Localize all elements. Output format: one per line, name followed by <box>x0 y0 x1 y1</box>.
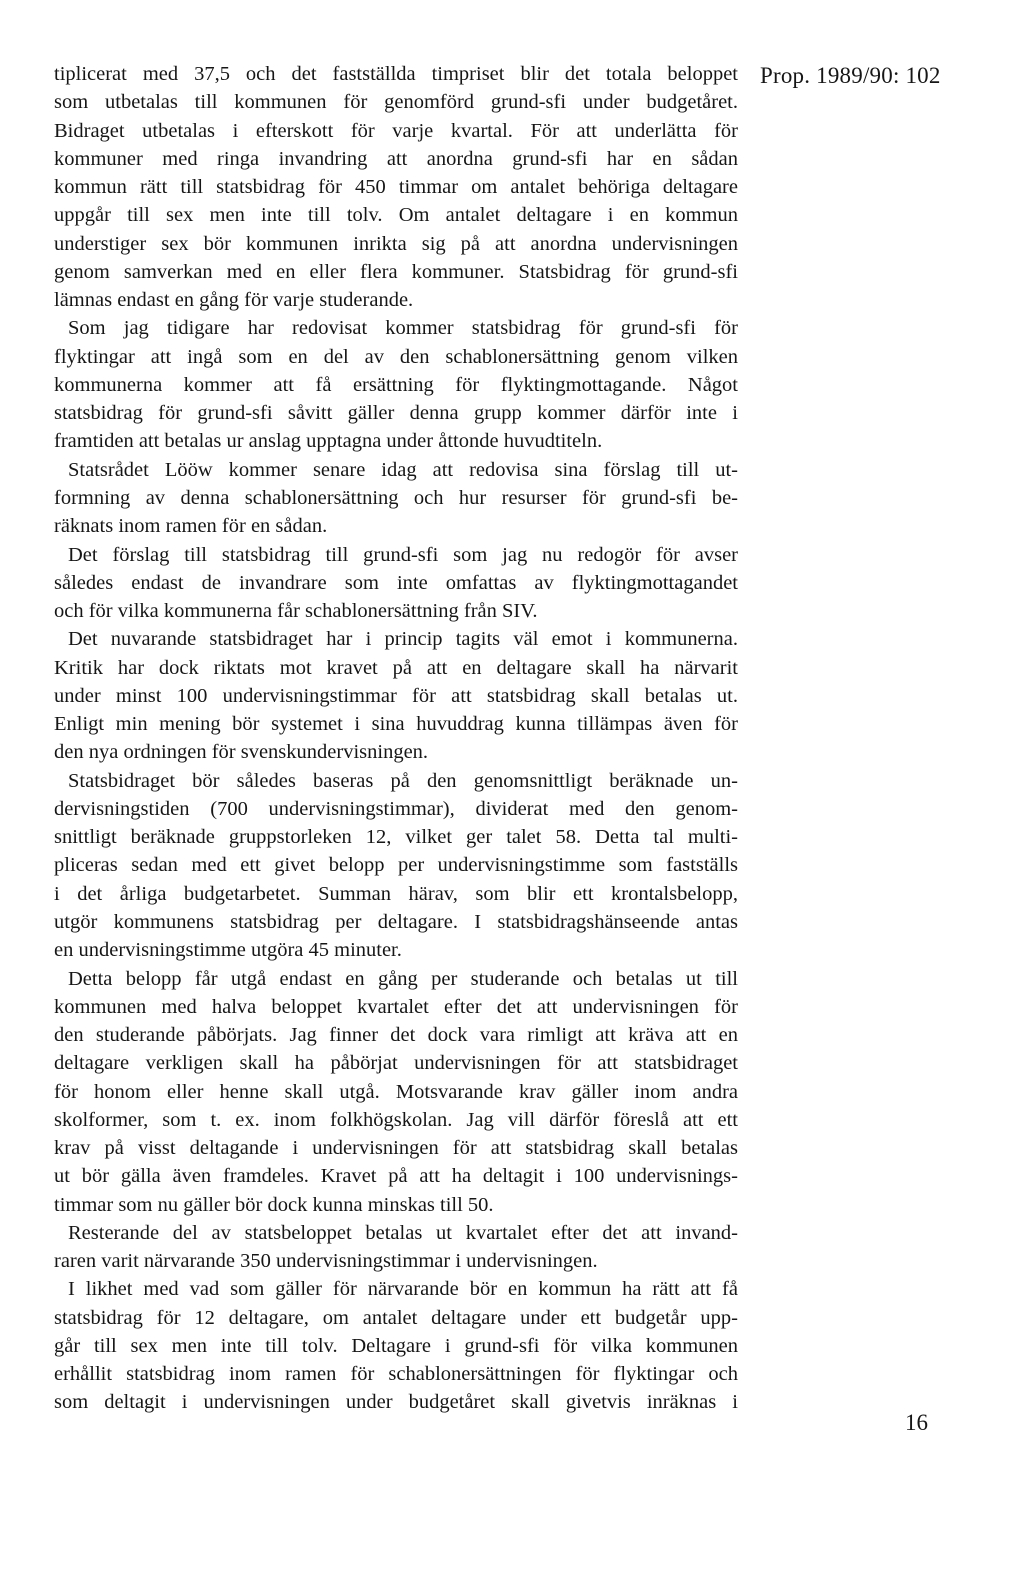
text-line: Det nuvarande statsbidraget har i princip tagits väl emot i kommunerna. <box>68 628 738 651</box>
text-line: Kritik har dock riktats mot kravet på att en deltagare skall ha närvarit <box>54 656 738 679</box>
document-body <box>54 60 738 1417</box>
text-line: flyktingar att ingå som en del av den schablonersättning genom vilken <box>54 345 738 368</box>
text-line: raren varit närvarande 350 undervisningstimmar i undervisningen. <box>54 1250 598 1273</box>
text-line: den nya ordningen för svenskundervisningen. <box>54 741 429 764</box>
paragraph <box>54 1275 738 1416</box>
text-line: Statsrådet Lööw kommer senare idag att redovisa sina förslag till ut- <box>68 458 738 481</box>
text-line: som utbetalas till kommunen för genomförd grund-sfi under budgetåret. <box>54 91 738 114</box>
page-header-reference: Prop. 1989/90: 102 <box>760 63 941 88</box>
paragraph <box>54 456 738 541</box>
text-line: Det förslag till statsbidrag till grund-sfi som jag nu redogör för avser <box>68 543 738 566</box>
text-line: kommun rätt till statsbidrag för 450 timmar om antalet behöriga deltagare <box>54 176 738 199</box>
text-line: genom samverkan med en eller flera kommuner. Statsbidrag för grund-sfi <box>54 260 738 283</box>
text-line: dervisningstiden (700 undervisningstimmar), dividerat med den genom- <box>54 797 738 820</box>
paragraph <box>54 1219 738 1276</box>
text-line: Statsbidraget bör således baseras på den genomsnittligt beräknade un- <box>68 769 738 792</box>
text-line: understiger sex bör kommunen inrikta sig på att anordna undervisningen <box>54 232 738 255</box>
text-line: den studerande påbörjats. Jag finner det dock vara rimligt att kräva att en <box>54 1024 738 1047</box>
text-line: en undervisningstimme utgöra 45 minuter. <box>54 939 402 962</box>
text-line: snittligt beräknade gruppstorleken 12, vilket ger talet 58. Detta tal multi- <box>54 826 738 849</box>
text-line: statsbidrag för 12 deltagare, om antalet deltagare under ett budgetår upp- <box>54 1306 738 1329</box>
text-line: skolformer, som t. ex. inom folkhögskolan. Jag vill därför föreslå att ett <box>54 1108 738 1131</box>
paragraph <box>54 314 738 455</box>
text-line: kommunen med halva beloppet kvartalet efter det att undervisningen för <box>54 995 738 1018</box>
text-line: lämnas endast en gång för varje studerande. <box>54 289 414 312</box>
text-line: Enligt min mening bör systemet i sina huvuddrag kunna tillämpas även för <box>54 713 738 736</box>
text-line: ut bör gälla även framdeles. Kravet på att ha deltagit i 100 undervisnings- <box>54 1165 738 1188</box>
text-line: och för vilka kommunerna får schablonersättning från SIV. <box>54 600 538 623</box>
paragraph <box>54 541 738 626</box>
text-line: krav på visst deltagande i undervisningen för att statsbidrag skall betalas <box>54 1137 738 1160</box>
text-line: räknats inom ramen för en sådan. <box>54 515 328 538</box>
text-line: timmar som nu gäller bör dock kunna minskas till 50. <box>54 1193 494 1216</box>
text-line: Bidraget utbetalas i efterskott för varje kvartal. För att underlätta för <box>54 119 738 142</box>
text-line: kommuner med ringa invandring att anordna grund-sfi har en sådan <box>54 147 738 170</box>
paragraph <box>54 767 738 965</box>
text-line: framtiden att betalas ur anslag upptagna under åttonde huvudtiteln. <box>54 430 603 453</box>
text-line: går till sex men inte till tolv. Deltagare i grund-sfi för vilka kommunen <box>54 1334 738 1357</box>
text-line: uppgår till sex men inte till tolv. Om antalet deltagare i en kommun <box>54 204 738 227</box>
text-line: för honom eller henne skall utgå. Motsvarande krav gäller inom andra <box>54 1080 738 1103</box>
text-line: erhållit statsbidrag inom ramen för schablonersättningen för flyktingar och <box>54 1363 738 1386</box>
text-line: under minst 100 undervisningstimmar för att statsbidrag skall betalas ut. <box>54 684 738 707</box>
text-line: som deltagit i undervisningen under budgetåret skall givetvis inräknas i <box>54 1391 738 1414</box>
paragraph <box>54 965 738 1219</box>
text-line: pliceras sedan med ett givet belopp per undervisningstimme som fastställs <box>54 854 738 877</box>
text-line: kommunerna kommer att få ersättning för flyktingmottagande. Något <box>54 373 738 396</box>
text-line: således endast de invandrare som inte omfattas av flyktingmottagandet <box>54 571 738 594</box>
text-line: deltagare verkligen skall ha påbörjat undervisningen för att statsbidraget <box>54 1052 738 1075</box>
text-line: Detta belopp får utgå endast en gång per studerande och betalas ut till <box>68 967 738 990</box>
paragraph <box>54 60 738 314</box>
text-line: Som jag tidigare har redovisat kommer statsbidrag för grund-sfi för <box>68 317 738 340</box>
text-line: Resterande del av statsbeloppet betalas ut kvartalet efter det att invand- <box>68 1221 738 1244</box>
text-line: statsbidrag för grund-sfi såvitt gäller denna grupp kommer därför inte i <box>54 402 738 425</box>
page-number: 16 <box>905 1410 928 1435</box>
text-line: i det årliga budgetarbetet. Summan härav, som blir ett krontalsbelopp, <box>54 882 738 905</box>
paragraph <box>54 625 738 766</box>
text-line: tiplicerat med 37,5 och det fastställda timpriset blir det totala beloppet <box>54 63 738 85</box>
text-line: I likhet med vad som gäller för närvarande bör en kommun ha rätt att få <box>68 1278 738 1301</box>
text-line: utgör kommunens statsbidrag per deltagare. I statsbidragshänseende antas <box>54 910 738 933</box>
text-line: formning av denna schablonersättning och hur resurser för grund-sfi be- <box>54 486 738 509</box>
